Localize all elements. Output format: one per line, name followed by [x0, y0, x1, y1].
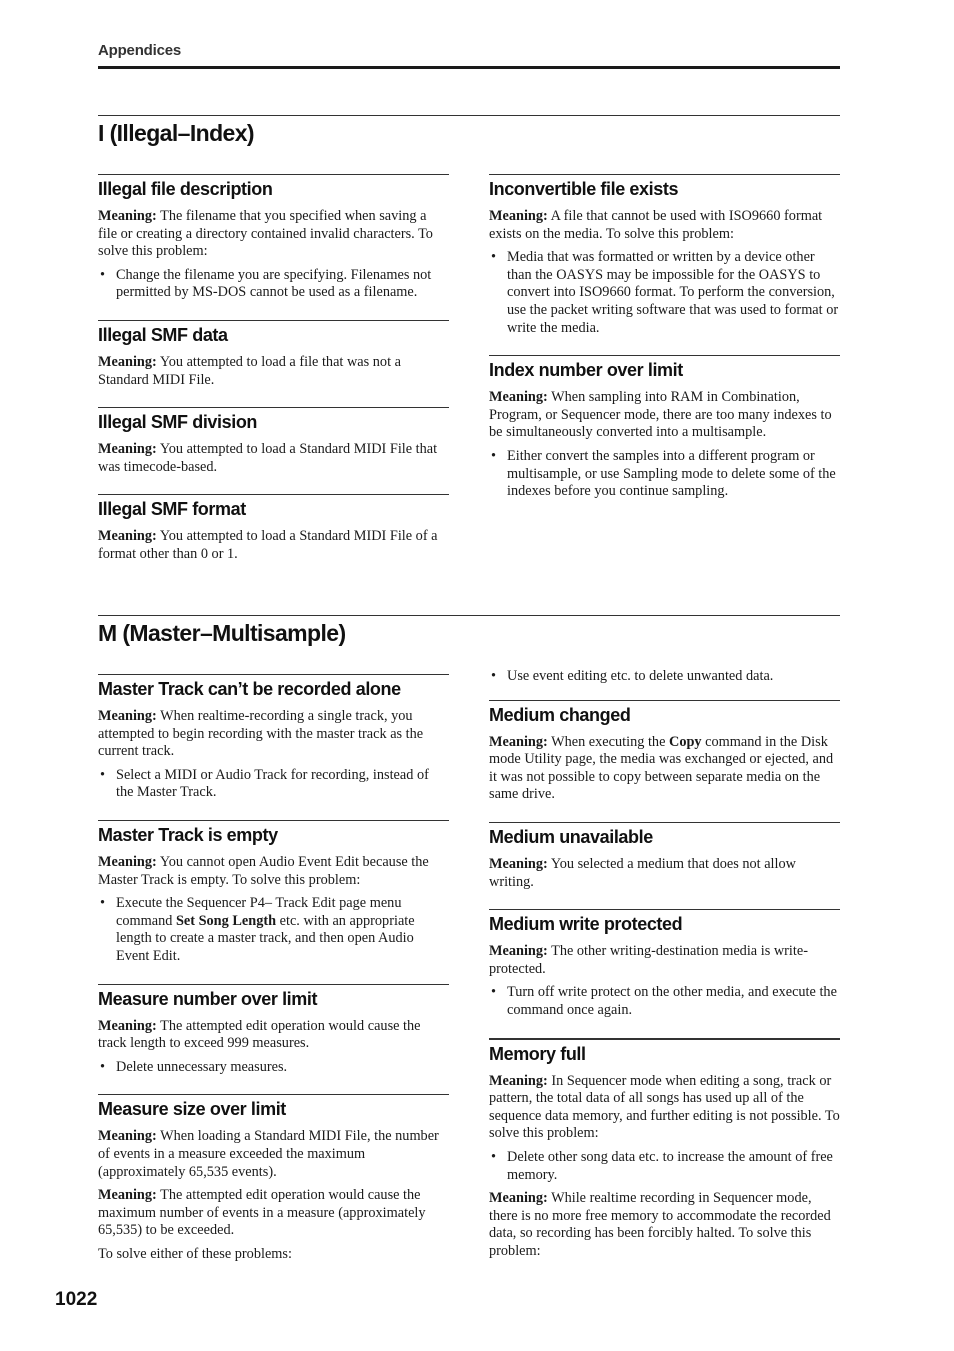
- running-head: Appendices: [98, 42, 182, 59]
- entry-title: Measure number over limit: [98, 988, 318, 1009]
- bullet-list: [489, 1149, 840, 1184]
- bullet-item: • Use event editing etc. to delete unwanted data.: [489, 668, 840, 686]
- trailing-text: To solve either of these problems:: [98, 1245, 292, 1262]
- section-i-right-column: [489, 174, 840, 507]
- entry-master-track-cant-be-recorded-alone: [98, 674, 449, 802]
- bullet-item: • Media that was formatted or written by a device other than the OASYS may be impossible for the OASYS to convert into ISO9660 format. To perform the conversion, use the packet writing software that was used to format or write the media.: [489, 249, 840, 337]
- bullet-item: • Delete unnecessary measures.: [98, 1059, 449, 1077]
- meaning-label: Meaning:: [489, 389, 548, 406]
- meaning-text: Meaning: The attempted edit operation would cause the maximum number of events in a measure (approximately 65,535) to be exceeded.: [98, 1187, 426, 1239]
- meaning-text: Meaning: You cannot open Audio Event Edit because the Master Track is empty. To solve this problem:: [98, 853, 429, 888]
- entry-index-number-over-limit: [489, 355, 840, 501]
- entry-medium-changed: [489, 700, 840, 804]
- bullet-list: [489, 448, 840, 501]
- entry-title: Illegal SMF division: [98, 412, 258, 433]
- entry-title: Illegal SMF format: [98, 499, 246, 520]
- meaning-label: Meaning:: [489, 855, 548, 872]
- meaning-text: Meaning: A file that cannot be used with ISO9660 format exists on the media. To solve this problem:: [489, 208, 823, 242]
- section-rule: [98, 115, 840, 116]
- bullet-list: [489, 249, 840, 337]
- meaning-text: Meaning: When sampling into RAM in Combination, Program, or Sequencer mode, there are too many indexes to be simultaneously converted into a multisample.: [489, 389, 832, 441]
- entry-illegal-smf-data: [98, 320, 449, 389]
- meaning-label: Meaning:: [489, 208, 548, 224]
- continuation-bullet-list: [489, 668, 840, 686]
- meaning-label: Meaning:: [98, 1187, 157, 1204]
- entry-title: Measure size over limit: [98, 1099, 286, 1120]
- meaning-text: Meaning: The attempted edit operation would cause the track length to exceed 999 measures.: [98, 1017, 421, 1052]
- meaning-text: Meaning: You selected a medium that does not allow writing.: [489, 855, 796, 890]
- section-rule: [98, 615, 840, 616]
- section-title-m: M (Master–Multisample): [98, 620, 346, 646]
- page-number: 1022: [55, 1289, 98, 1310]
- entry-measure-size-over-limit: [98, 1094, 449, 1263]
- bullet-list: [98, 267, 449, 302]
- entry-title: Medium write protected: [489, 914, 683, 935]
- entry-inconvertible-file-exists: [489, 174, 840, 337]
- entry-master-track-is-empty: [98, 820, 449, 966]
- bullet-item: • Select a MIDI or Audio Track for recording, instead of the Master Track.: [98, 767, 449, 802]
- meaning-label: Meaning:: [98, 708, 157, 724]
- entry-title: Inconvertible file exists: [489, 179, 679, 199]
- meaning-text: Meaning: While realtime recording in Sequencer mode, there is no more free memory to accommodate the recorded data, so recording has been forcibly halted. To solve this problem:: [489, 1190, 831, 1259]
- meaning-text: Meaning: You attempted to load a Standard MIDI File of a format other than 0 or 1.: [98, 528, 438, 562]
- entry-title: Medium changed: [489, 704, 631, 725]
- meaning-label: Meaning:: [98, 528, 157, 545]
- meaning-text: Meaning: You attempted to load a Standard MIDI File that was timecode-based.: [98, 441, 438, 475]
- meaning-label: Meaning:: [98, 208, 157, 224]
- bullet-list: [489, 984, 840, 1019]
- bullet-item: • Delete other song data etc. to increase the amount of free memory.: [489, 1149, 840, 1184]
- bullet-list: [98, 1059, 449, 1077]
- bullet-item: • Turn off write protect on the other media, and execute the command once again.: [489, 984, 840, 1019]
- entry-title: Master Track is empty: [98, 824, 278, 845]
- entry-memory-full: [489, 1038, 840, 1261]
- entry-medium-unavailable: [489, 822, 840, 891]
- bullet-item: • Execute the Sequencer P4– Track Edit page menu command Set Song Length etc. with an appropriate length to create a master track, and then open Audio Event Edit.: [98, 895, 449, 965]
- meaning-text: Meaning: When loading a Standard MIDI File, the number of events in a measure exceeded the maximum (approximately 65,535 events).: [98, 1128, 439, 1180]
- section-m-right-column: [489, 668, 840, 1266]
- meaning-label: Meaning:: [98, 1017, 157, 1034]
- section-title-i: I (Illegal–Index): [98, 120, 254, 146]
- entry-measure-number-over-limit: [98, 984, 449, 1077]
- entry-title: Illegal file description: [98, 179, 273, 199]
- entry-title: Medium unavailable: [489, 826, 653, 847]
- section-m-left-column: [98, 674, 449, 1269]
- meaning-text: Meaning: When executing the Copy command in the Disk mode Utility page, the media was exchanged or ejected, and it was not possible to copy between separate media on the same drive.: [489, 733, 834, 803]
- meaning-label: Meaning:: [98, 353, 157, 370]
- entry-illegal-smf-format: [98, 494, 449, 563]
- section-i-left-column: [98, 174, 449, 570]
- meaning-text: Meaning: When realtime-recording a single track, you attempted to begin recording with the master track as the current track.: [98, 708, 424, 760]
- meaning-label: Meaning:: [489, 943, 548, 960]
- header-rule: [98, 66, 840, 69]
- bullet-list: [98, 895, 449, 965]
- meaning-text: Meaning: The filename that you specified when saving a file or creating a directory contained invalid characters. To solve this problem:: [98, 208, 433, 260]
- meaning-text: Meaning: The other writing-destination media is write-protected.: [489, 943, 808, 977]
- meaning-label: Meaning:: [489, 1190, 548, 1207]
- meaning-label: Meaning:: [489, 1072, 548, 1089]
- entry-illegal-file-description: [98, 174, 449, 302]
- entry-illegal-smf-division: [98, 407, 449, 476]
- bullet-item: • Change the filename you are specifying. Filenames not permitted by MS-DOS cannot be used as a filename.: [98, 267, 449, 302]
- bullet-list: [98, 767, 449, 802]
- meaning-label: Meaning:: [98, 441, 157, 458]
- bullet-item: • Either convert the samples into a different program or multisample, or use Sampling mode to delete some of the indexes before you continue sampling.: [489, 448, 840, 501]
- entry-title: Memory full: [489, 1043, 586, 1064]
- entry-title: Master Track can’t be recorded alone: [98, 679, 401, 699]
- entry-title: Index number over limit: [489, 360, 683, 381]
- entry-title: Illegal SMF data: [98, 324, 228, 345]
- entry-medium-write-protected: [489, 909, 840, 1019]
- meaning-label: Meaning:: [489, 733, 548, 750]
- meaning-label: Meaning:: [98, 853, 157, 870]
- meaning-label: Meaning:: [98, 1128, 157, 1145]
- meaning-text: Meaning: You attempted to load a file that was not a Standard MIDI File.: [98, 353, 401, 388]
- meaning-text: Meaning: In Sequencer mode when editing a song, track or pattern, the total data of all songs has used up all of the sequence data memory, and further editing is not possible. To solve this problem:: [489, 1072, 840, 1142]
